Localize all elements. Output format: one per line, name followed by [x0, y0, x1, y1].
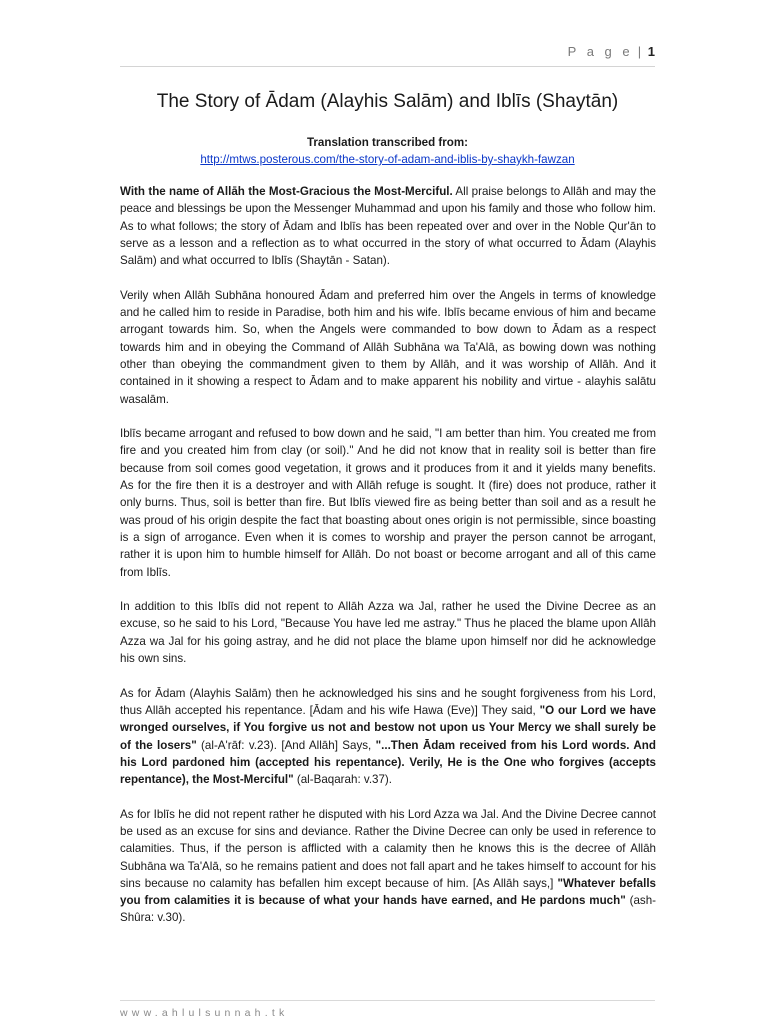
page-separator: | — [637, 44, 642, 59]
source-label: Translation transcribed from: — [306, 136, 469, 149]
paragraph-1 — [120, 183, 656, 269]
paragraph-1-text: All praise belongs to Allāh and may the peace and blessings be upon the Messenger Muhammad and upon his family and those who follow him. As to what follows; the story of Ādam and Iblīs has been repeated over and over in the Noble Qur'ān to serve as a lesson and a reflection as to what occurred in the story of what occurred to Ādam (Alayhis Salām) and what occurred to Iblīs (Shaytān - Satan). — [120, 185, 656, 268]
page-number: 1 — [647, 44, 655, 59]
page-number-header — [568, 44, 655, 59]
paragraph-6-text-1: As for Iblīs he did not repent rather he disputed with his Lord Azza wa Jal. And the Divine Decree cannot be used as an excuse for sins and deviance. Rather the Divine Decree can only be used in reference to calamities. Thus, if the person is afflicted with a calamity then he knows this is the decree of Allāh Subhāna wa Ta'Alā, so he remains patient and does not fall apart and he takes himself to account for his sins because no calamity has befallen him except because of him. [As Allāh says,] — [120, 807, 656, 890]
paragraph-5-text-3: (al-Baqarah: v.37). — [293, 773, 393, 787]
footer-website: www.ahlulsunnah.tk — [120, 1007, 289, 1019]
quran-quote-shura: "Whatever befalls you from calamities it is because of what your hands have earned, and He pardons much" — [120, 876, 657, 908]
paragraph-5-text-1: As for Ādam (Alayhis Salām) then he acknowledged his sins and he sought forgiveness from his Lord, thus Allāh accepted his repentance. [Ādam and his wife Hawa (Eve)] They said, — [120, 686, 656, 717]
paragraph-2: Verily when Allāh Subhāna honoured Ādam and preferred him over the Angels in terms of knowledge and he called him to reside in Paradise, both him and his wife. Iblīs became envious of him and became arrogant towards him. So, when the Angels were commanded to bow down to Ādam as a respect towards him and in obeying the Command of Allāh Subhāna wa Ta'Alā, as bowing down was nothing other than obeying the commandment given to them by Allāh, and it was worship of Allāh. And it contained in it showing a respect to Ādam and to make apparent his nobility and virtue - alayhis salātu wasalām. — [120, 288, 656, 406]
paragraph-5 — [120, 685, 656, 789]
source-link[interactable]: http://mtws.posterous.com/the-story-of-adam-and-iblis-by-shaykh-fawzan — [200, 153, 575, 166]
document-title: The Story of Ādam (Alayhis Salām) and Iblīs (Shaytān) — [156, 91, 619, 112]
document-body — [120, 183, 656, 944]
page-label: P a g e — [567, 44, 634, 59]
paragraph-3: Iblīs became arrogant and refused to bow down and he said, "I am better than him. You created me from fire and you created him from clay (or soil)." And he did not know that in reality soil is better than fire because from soil comes good vegetation, it grows and it produces from it and it yields many benefits. As for the fire then it is a destroyer and with Allāh refuge is sought. It (fire) does not produce, rather it only burns. Thus, soil is better than fire. But Iblīs viewed fire as being better than soil and as a result he was proud of his origin despite the fact that boasting about ones origin is not permissible, since boasting is a sign of arrogance. Even when it is comes to worship and prayer the person cannot be arrogant, rather it is upon him to humble himself for Allāh. Do not boast or become arrogant and all of this came from Iblīs. — [120, 427, 656, 579]
quran-quote-araf: "O our Lord we have wronged ourselves, if You forgive us not and bestow not upon us Your Mercy we shall surely be of the losers" — [120, 703, 656, 752]
paragraph-6 — [120, 806, 656, 927]
footer-divider — [120, 1000, 655, 1001]
paragraph-4: In addition to this Iblīs did not repent to Allāh Azza wa Jal, rather he used the Divine Decree as an excuse, so he said to his Lord, "Because You have led me astray." Thus he placed the blame upon Allāh Azza wa Jal for his going astray, and he did not place the blame upon himself nor did he acknowledge his own sins. — [120, 600, 656, 666]
quran-quote-baqarah: "...Then Ādam received from his Lord words. And his Lord pardoned him (accepted his repentance). Verily, He is the One who forgives (accepts repentance), the Most-Merciful" — [120, 738, 656, 787]
paragraph-6-text-2: (ash-Shûra: v.30). — [120, 894, 656, 925]
header-divider — [120, 66, 655, 67]
bismillah-opening: With the name of Allāh the Most-Gracious the Most-Merciful. — [120, 185, 453, 198]
source-block — [120, 134, 655, 168]
paragraph-5-text-2: (al-A'rāf: v.23). [And Allāh] Says, — [196, 738, 376, 752]
